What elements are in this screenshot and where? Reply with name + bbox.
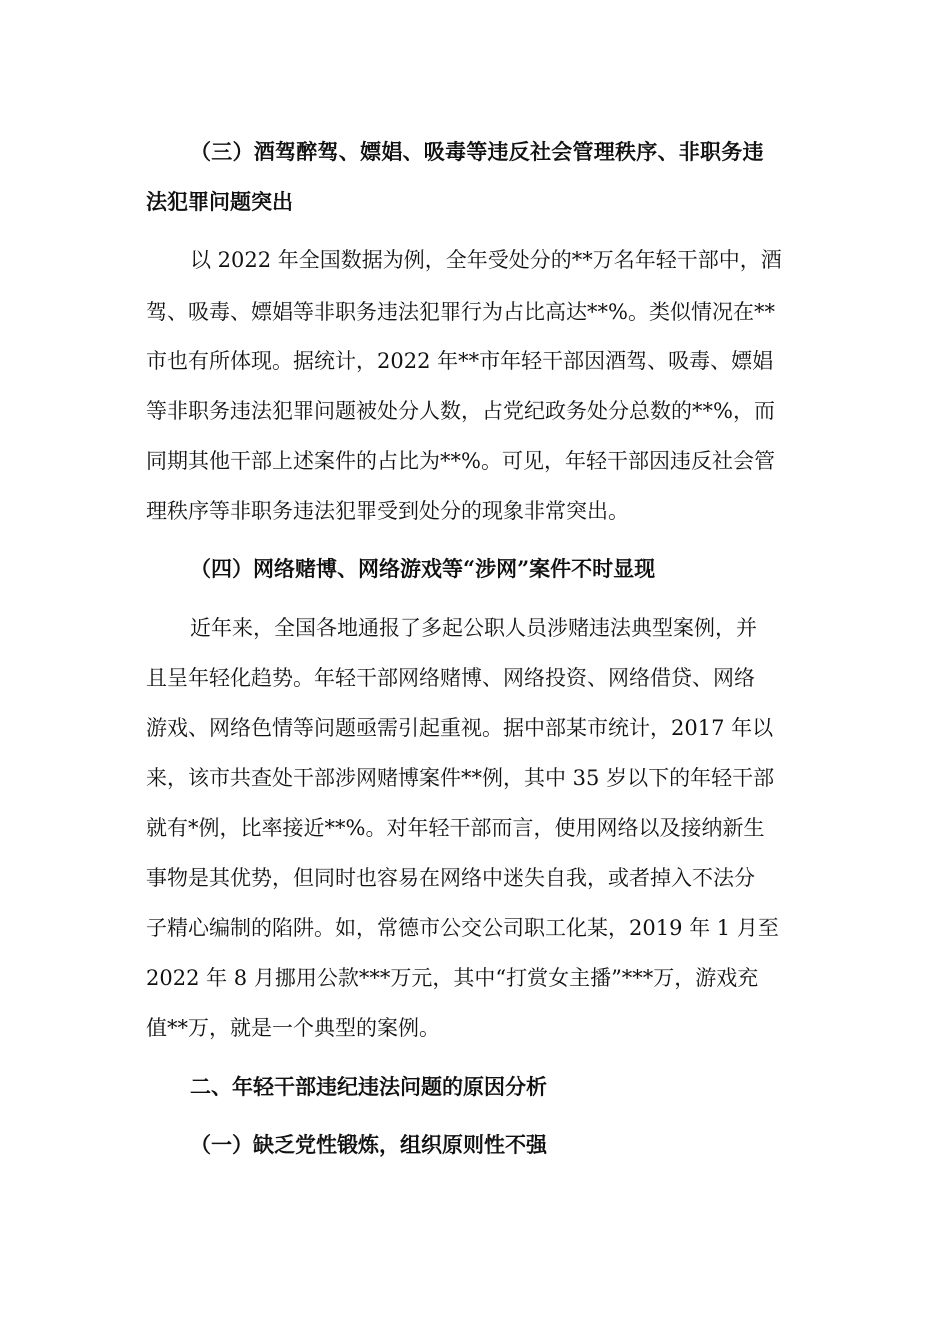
paragraph-line: 且呈年轻化趋势。年轻干部网络赌博、网络投资、网络借贷、网络: [146, 666, 755, 690]
paragraph-line: 理秩序等非职务违法犯罪受到处分的现象非常突出。: [146, 499, 629, 523]
subsection-heading: （一）缺乏党性锻炼，组织原则性不强: [190, 1132, 547, 1157]
paragraph-line: 等非职务违法犯罪问题被处分人数，占党纪政务处分总数的**%，而: [146, 399, 775, 423]
paragraph-line: 游戏、网络色情等问题亟需引起重视。据中部某市统计，2017 年以: [146, 716, 774, 740]
paragraph-line: 市也有所体现。据统计，2022 年**市年轻干部因酒驾、吸毒、嫖娼: [146, 349, 774, 373]
paragraph-line: 就有*例，比率接近**%。对年轻干部而言，使用网络以及接纳新生: [146, 816, 765, 840]
paragraph-line: 2022 年 8 月挪用公款***万元，其中“打赏女主播”***万，游戏充: [146, 966, 759, 990]
paragraph-line: 同期其他干部上述案件的占比为**%。可见，年轻干部因违反社会管: [146, 449, 775, 473]
paragraph-line: 来，该市共查处干部涉网赌博案件**例，其中 35 岁以下的年轻干部: [146, 766, 775, 790]
paragraph-line: 以 2022 年全国数据为例，全年受处分的**万名年轻干部中，酒: [190, 248, 782, 272]
paragraph-line: 值**万，就是一个典型的案例。: [146, 1016, 440, 1040]
section-heading: （四）网络赌博、网络游戏等“涉网”案件不时显现: [190, 556, 656, 581]
section-heading-continued: 法犯罪问题突出: [146, 189, 293, 214]
paragraph-line: 事物是其优势，但同时也容易在网络中迷失自我，或者掉入不法分: [146, 866, 755, 890]
section-heading: （三）酒驾醉驾、嫖娼、吸毒等违反社会管理秩序、非职务违: [190, 139, 764, 164]
paragraph-line: 近年来，全国各地通报了多起公职人员涉赌违法典型案例，并: [190, 616, 757, 640]
paragraph-line: 子精心编制的陷阱。如，常德市公交公司职工化某，2019 年 1 月至: [146, 916, 779, 940]
part-heading: 二、年轻干部违纪违法问题的原因分析: [190, 1074, 547, 1099]
paragraph-line: 驾、吸毒、嫖娼等非职务违法犯罪行为占比高达**%。类似情况在**: [146, 300, 775, 324]
